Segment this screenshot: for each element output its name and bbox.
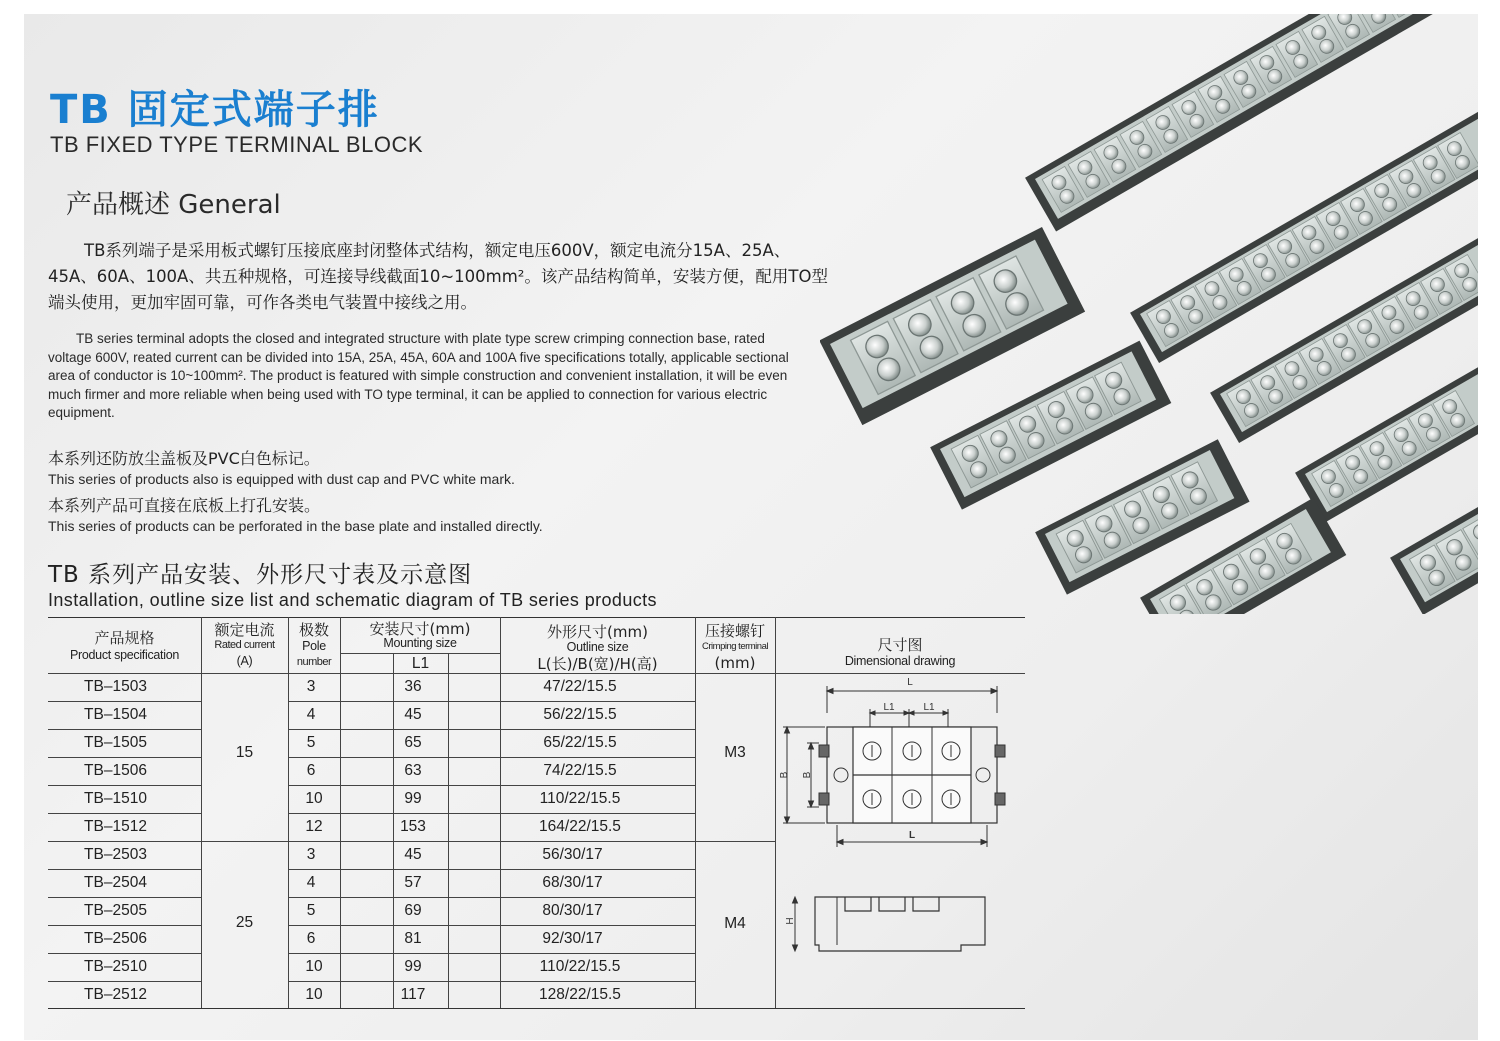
table-title-en: Installation, outline size list and schematic diagram of TB series products <box>48 590 657 610</box>
header-drawing-cn: 尺寸图 <box>877 636 923 654</box>
cell-l1: 117 <box>400 986 426 1003</box>
dim-label-L1-b: L1 <box>923 702 935 713</box>
cell-outline: 128/22/15.5 <box>539 986 621 1003</box>
group-crimp-m4: M4 <box>724 915 746 932</box>
spec-table <box>48 617 1025 1009</box>
cell-l1: 81 <box>404 930 422 947</box>
general-heading: 产品概述 General <box>66 190 281 220</box>
cell-outline: 110/22/15.5 <box>539 790 621 807</box>
dim-label-B-outer: B <box>779 771 790 779</box>
cell-outline: 74/22/15.5 <box>543 762 617 779</box>
dim-label-L-bottom: L <box>908 830 916 841</box>
cell-l1: 36 <box>404 678 422 695</box>
cell-outline: 56/30/17 <box>542 846 603 863</box>
header-current-en: Rated current <box>214 639 275 651</box>
cell-outline: 56/22/15.5 <box>543 706 617 723</box>
header-spec-en: Product specification <box>69 648 180 662</box>
note-perforate-en: This series of products can be perforated in the base plate and installed directly. <box>48 518 543 534</box>
cell-pole: 3 <box>306 846 316 863</box>
header-outline-dims: L(长)/B(宽)/H(高) <box>537 655 658 673</box>
header-drawing-en: Dimensional drawing <box>844 654 956 668</box>
header-mount-en: Mounting size <box>383 636 457 650</box>
group-current-15: 15 <box>235 744 254 761</box>
table-title-cn: TB 系列产品安装、外形尺寸表及示意图 <box>48 562 473 588</box>
cell-pole: 4 <box>306 706 316 723</box>
header-current-cn: 额定电流 <box>214 621 275 639</box>
header-crimp-unit: (mm) <box>714 654 756 672</box>
cell-outline: 92/30/17 <box>542 930 603 947</box>
cell-l1: 45 <box>404 846 422 863</box>
cell-l1: 45 <box>404 706 422 723</box>
cell-spec: TB–2506 <box>84 930 147 947</box>
cell-outline: 164/22/15.5 <box>539 818 621 835</box>
cell-l1: 99 <box>404 790 422 807</box>
header-pole-cn: 极数 <box>298 621 329 639</box>
note-perforate-cn: 本系列产品可直接在底板上打孔安装。 <box>48 496 321 515</box>
cell-l1: 99 <box>404 958 422 975</box>
cell-spec: TB–1512 <box>84 818 147 835</box>
general-paragraph-cn: TB系列端子是采用板式螺钉压接底座封闭整体式结构，额定电压600V，额定电流分15A、25A、45A、60A、100A、共五种规格，可连接导线截面10~100mm²。该产品结构简单，安装方便，配用TO型端头使用，更加牢固可靠，可作各类电气装置中接线之用。 <box>48 241 828 312</box>
dim-label-B-inner: B <box>802 771 813 779</box>
cell-spec: TB–1506 <box>84 762 147 779</box>
cell-spec: TB–2505 <box>84 902 147 919</box>
cell-spec: TB–1504 <box>84 706 147 723</box>
cell-spec: TB–2503 <box>84 846 147 863</box>
cell-pole: 3 <box>306 678 316 695</box>
cell-outline: 65/22/15.5 <box>543 734 617 751</box>
cell-spec: TB–2504 <box>84 874 147 891</box>
header-outline-en: Outline size <box>566 640 629 654</box>
header-pole-en2: number <box>296 656 332 668</box>
group-current-25: 25 <box>235 914 254 931</box>
header-mount-l1: L1 <box>411 655 430 672</box>
page-title: TB 固定式端子排 <box>50 87 380 133</box>
terminal-blocks-photo <box>820 14 1478 614</box>
cell-pole: 10 <box>305 986 323 1003</box>
group-crimp-m3: M3 <box>724 744 746 761</box>
cell-l1: 153 <box>400 818 426 835</box>
general-paragraph-en: TB series terminal adopts the closed and integrated structure with plate type screw crimping connection base, rated voltage 600V, reated current can be divided into 15A, 25A, 45A, 60A and 100A five specifications totally, applicable sectional area of conductor is 10~100mm². The product is featured with simple construction and convenient installation, it will be even much firmer and more reliable when being used with TO type terminal, it can be applied to connection for various electric equipment. <box>48 331 789 420</box>
note-dust-cap-en: This series of products also is equipped with dust cap and PVC white mark. <box>48 471 515 487</box>
cell-outline: 110/22/15.5 <box>539 958 621 975</box>
dim-label-L1-a: L1 <box>883 702 895 713</box>
cell-spec: TB–2512 <box>84 986 147 1003</box>
header-current-unit: (A) <box>236 654 253 668</box>
cell-spec: TB–2510 <box>84 958 147 975</box>
header-pole-en1: Pole <box>302 639 326 653</box>
cell-outline: 47/22/15.5 <box>543 678 617 695</box>
header-spec-cn: 产品规格 <box>94 629 155 647</box>
cell-l1: 69 <box>404 902 422 919</box>
cell-pole: 6 <box>306 930 316 947</box>
header-crimp-cn: 压接螺钉 <box>704 622 765 640</box>
dim-label-H: H <box>785 917 796 925</box>
cell-pole: 10 <box>305 958 323 975</box>
cell-l1: 57 <box>404 874 422 891</box>
dimensional-drawing <box>775 673 1025 1008</box>
cell-spec: TB–1505 <box>84 734 147 751</box>
cell-spec: TB–1510 <box>84 790 147 807</box>
cell-l1: 65 <box>404 734 422 751</box>
cell-pole: 12 <box>305 818 323 835</box>
page-subtitle: TB FIXED TYPE TERMINAL BLOCK <box>50 132 424 157</box>
cell-pole: 5 <box>306 902 316 919</box>
cell-spec: TB–1503 <box>84 678 147 695</box>
cell-l1: 63 <box>404 762 422 779</box>
cell-pole: 10 <box>305 790 323 807</box>
cell-outline: 80/30/17 <box>542 902 603 919</box>
cell-pole: 6 <box>306 762 316 779</box>
note-dust-cap-cn: 本系列还防放尘盖板及PVC白色标记。 <box>48 449 320 468</box>
cell-pole: 5 <box>306 734 316 751</box>
dim-label-L: L <box>907 677 913 688</box>
header-outline-cn: 外形尺寸(mm) <box>547 623 648 641</box>
header-crimp-en: Crimping terminal <box>702 641 768 652</box>
header-mount-cn: 安装尺寸(mm) <box>369 620 471 638</box>
cell-outline: 68/30/17 <box>542 874 603 891</box>
cell-pole: 4 <box>306 874 316 891</box>
